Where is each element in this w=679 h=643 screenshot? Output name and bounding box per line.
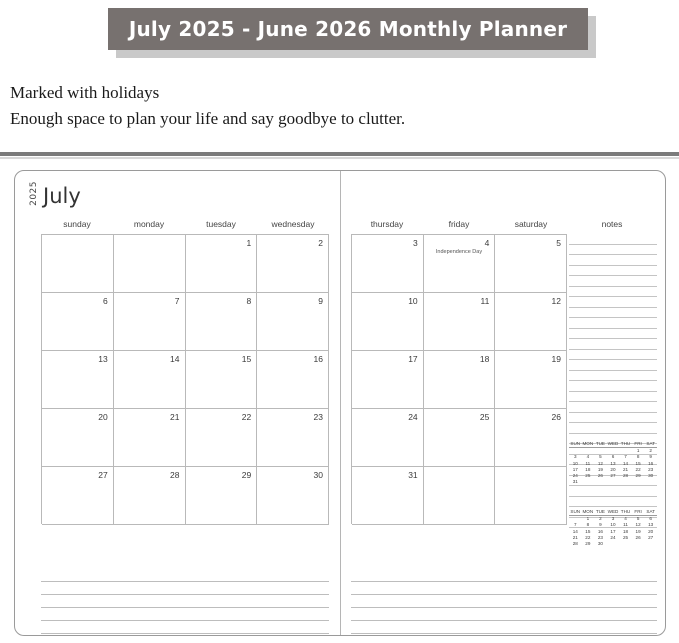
mini-day-header: THU — [620, 509, 631, 514]
calendar-day-cell[interactable] — [495, 409, 567, 467]
calendar-day-cell[interactable] — [495, 235, 567, 293]
calendar-day-cell[interactable] — [186, 467, 258, 525]
day-number: 31 — [408, 470, 418, 480]
calendar-day-cell[interactable] — [257, 293, 329, 351]
mini-day-cell: 30 — [648, 473, 654, 479]
mini-day-cell: 4 — [586, 454, 590, 460]
bottom-ruled-line[interactable] — [351, 608, 657, 621]
mini-day-cell: 7 — [624, 454, 627, 460]
note-ruled-line[interactable] — [569, 297, 657, 308]
mini-calendar-table — [569, 509, 657, 547]
planner-left-page — [15, 171, 340, 635]
mini-day-header: TUE — [595, 441, 605, 446]
calendar-day-cell[interactable] — [114, 351, 186, 409]
mini-day-cell: 24 — [610, 534, 616, 540]
day-number: 22 — [241, 412, 252, 422]
mini-day-cell — [632, 541, 645, 547]
calendar-day-cell[interactable] — [42, 235, 114, 293]
calendar-week-row — [352, 293, 567, 351]
planner-right-page — [341, 171, 666, 635]
calendar-day-cell[interactable] — [114, 467, 186, 525]
mini-day-header: SUN — [570, 441, 581, 446]
note-ruled-line[interactable] — [569, 255, 657, 266]
mini-day-cell: 8 — [636, 454, 640, 460]
calendar-day-cell[interactable] — [352, 351, 424, 409]
mini-day-cell: 11 — [585, 460, 591, 466]
bottom-ruled-line[interactable] — [41, 569, 329, 582]
planner-spread — [14, 170, 666, 636]
note-ruled-line[interactable] — [569, 266, 657, 277]
calendar-week-row — [352, 467, 567, 525]
note-ruled-line[interactable] — [569, 497, 657, 508]
subtitle-block — [0, 58, 679, 132]
mini-day-header: MON — [582, 441, 594, 446]
mini-day-cell: 7 — [574, 522, 577, 528]
holiday-label: Independence Day — [435, 249, 483, 255]
mini-day-cell: 21 — [572, 534, 578, 540]
mini-day-cell: 29 — [585, 541, 591, 547]
month-heading — [29, 181, 81, 207]
calendar-week-row — [42, 409, 329, 467]
calendar-day-cell[interactable] — [352, 235, 424, 293]
calendar-day-cell[interactable] — [257, 351, 329, 409]
mini-day-cell: 21 — [622, 466, 629, 472]
mini-day-cell: 8 — [586, 522, 590, 528]
day-number: 17 — [408, 354, 418, 364]
notes-column-header: notes — [601, 219, 623, 229]
left-day-header-row — [41, 219, 329, 234]
mini-day-cell: 23 — [648, 466, 654, 472]
mini-day-cell: 29 — [635, 473, 641, 479]
calendar-week-row — [352, 351, 567, 409]
day-number: 26 — [551, 412, 562, 422]
mini-day-cell: 19 — [597, 466, 603, 472]
calendar-day-cell[interactable] — [186, 351, 258, 409]
mini-week-row — [569, 516, 657, 523]
day-number: 20 — [98, 412, 108, 422]
mini-day-header: SAT — [644, 441, 657, 448]
year-label: 2025 — [29, 181, 39, 206]
mini-day-cell — [632, 479, 645, 485]
day-header-wednesday: wednesday — [271, 219, 315, 229]
bottom-ruled-line[interactable] — [41, 582, 329, 595]
day-number: 6 — [103, 296, 108, 306]
mini-day-cell: 9 — [599, 522, 602, 528]
calendar-day-cell[interactable] — [424, 235, 496, 293]
day-number: 11 — [480, 296, 490, 306]
calendar-day-cell[interactable] — [257, 467, 329, 525]
left-calendar-grid — [41, 234, 329, 524]
mini-calendar-table — [569, 441, 657, 485]
mini-day-header: FRI — [632, 509, 645, 516]
calendar-day-cell[interactable] — [186, 235, 258, 293]
day-header-friday: friday — [448, 219, 470, 229]
note-ruled-line[interactable] — [569, 486, 657, 497]
mini-day-cell: 1 — [636, 448, 640, 454]
day-number: 24 — [408, 412, 418, 422]
mini-day-cell: 24 — [572, 473, 578, 479]
mini-day-cell — [607, 541, 620, 547]
mini-day-header: SAT — [644, 509, 657, 516]
note-ruled-line[interactable] — [569, 308, 657, 319]
page-title: July 2025 - June 2026 Monthly Planner — [108, 8, 588, 50]
calendar-week-row — [352, 235, 567, 293]
note-ruled-line[interactable] — [569, 381, 657, 392]
mini-day-cell: 1 — [586, 516, 590, 522]
mini-day-cell: 25 — [622, 534, 629, 540]
day-number: 1 — [246, 238, 252, 248]
mini-day-header: SUN — [570, 509, 581, 514]
mini-day-cell: 30 — [597, 541, 603, 547]
mini-day-cell: 13 — [648, 522, 654, 528]
mini-day-cell: 19 — [635, 528, 641, 534]
mini-day-cell — [582, 479, 595, 485]
mini-day-cell — [644, 541, 657, 547]
mini-day-cell: 15 — [585, 528, 591, 534]
day-header-sunday: sunday — [63, 219, 91, 229]
mini-day-cell: 16 — [597, 528, 603, 534]
section-divider — [0, 152, 679, 156]
calendar-week-row — [352, 409, 567, 467]
mini-day-cell — [619, 448, 632, 455]
mini-day-cell: 20 — [610, 466, 616, 472]
calendar-day-cell[interactable] — [352, 467, 424, 525]
mini-day-cell: 26 — [597, 473, 603, 479]
mini-day-cell — [644, 479, 657, 485]
mini-day-cell: 5 — [599, 454, 602, 460]
mini-day-cell — [607, 479, 620, 485]
day-number: 8 — [246, 296, 252, 306]
mini-day-header: WED — [607, 441, 619, 446]
right-calendar-grid — [351, 234, 567, 524]
right-day-header-row — [351, 219, 657, 234]
mini-day-cell: 18 — [622, 528, 629, 534]
day-number: 2 — [318, 238, 323, 248]
mini-day-cell — [569, 448, 582, 455]
note-ruled-line[interactable] — [569, 234, 657, 245]
calendar-day-cell[interactable] — [42, 351, 114, 409]
day-header-monday: monday — [133, 219, 165, 229]
mini-day-cell — [582, 448, 595, 455]
mini-day-cell: 9 — [649, 454, 652, 460]
calendar-day-cell[interactable] — [114, 409, 186, 467]
mini-day-cell: 17 — [610, 528, 616, 534]
day-number: 5 — [556, 238, 562, 248]
mini-day-cell: 10 — [572, 460, 578, 466]
note-ruled-line[interactable] — [569, 423, 657, 434]
calendar-day-cell[interactable] — [352, 409, 424, 467]
day-header-thursday: thursday — [370, 219, 404, 229]
mini-day-cell — [569, 516, 582, 523]
mini-day-cell: 25 — [585, 473, 591, 479]
mini-day-cell — [594, 479, 607, 485]
mini-day-cell: 5 — [636, 516, 640, 522]
day-number: 10 — [408, 296, 418, 306]
mini-week-row — [569, 479, 657, 485]
mini-day-header: MON — [582, 509, 594, 514]
left-note-lines — [41, 569, 329, 631]
day-number: 29 — [241, 470, 252, 480]
bottom-ruled-line[interactable] — [351, 621, 657, 634]
mini-day-cell: 6 — [611, 454, 615, 460]
mini-day-cell: 31 — [572, 479, 578, 485]
mini-day-cell: 26 — [635, 534, 641, 540]
calendar-day-cell[interactable] — [495, 351, 567, 409]
day-number: 28 — [170, 470, 180, 480]
calendar-day-cell[interactable] — [257, 409, 329, 467]
mini-day-header: FRI — [632, 441, 645, 448]
mini-day-cell: 2 — [599, 516, 602, 522]
mini-day-cell: 23 — [597, 534, 603, 540]
calendar-day-cell[interactable] — [424, 351, 496, 409]
note-ruled-line[interactable] — [569, 276, 657, 287]
mini-day-cell: 28 — [622, 473, 629, 479]
bottom-ruled-line[interactable] — [351, 569, 657, 582]
calendar-day-cell[interactable] — [495, 467, 567, 525]
note-ruled-line[interactable] — [569, 350, 657, 361]
note-ruled-line[interactable] — [569, 360, 657, 371]
day-number: 15 — [241, 354, 252, 364]
mini-day-cell: 14 — [622, 460, 629, 466]
mini-day-cell: 4 — [624, 516, 627, 522]
calendar-week-row — [42, 235, 329, 293]
mini-day-cell: 14 — [572, 528, 578, 534]
calendar-day-cell[interactable] — [424, 467, 496, 525]
note-ruled-line[interactable] — [569, 245, 657, 256]
day-number: 25 — [479, 412, 490, 422]
day-number: 3 — [412, 238, 418, 248]
calendar-day-cell[interactable] — [352, 293, 424, 351]
mini-day-cell: 15 — [635, 460, 641, 466]
day-number: 9 — [318, 296, 323, 306]
mini-day-cell: 12 — [597, 460, 603, 466]
mini-day-cell: 16 — [648, 460, 654, 466]
bottom-ruled-line[interactable] — [351, 595, 657, 608]
subtitle-line-2: Enough space to plan your life and say goodbye to clutter. — [10, 109, 406, 128]
calendar-day-cell[interactable] — [424, 293, 496, 351]
calendar-day-cell[interactable] — [495, 293, 567, 351]
mini-day-cell — [619, 541, 632, 547]
mini-day-cell: 6 — [649, 516, 652, 522]
day-number: 14 — [170, 354, 180, 364]
mini-week-row — [569, 448, 657, 455]
subtitle-line-1: Marked with holidays — [10, 83, 160, 102]
note-ruled-line[interactable] — [569, 339, 657, 350]
bottom-ruled-line[interactable] — [41, 595, 329, 608]
day-number: 18 — [479, 354, 490, 364]
calendar-day-cell[interactable] — [114, 235, 186, 293]
mini-day-cell: 3 — [574, 454, 577, 460]
day-number: 7 — [174, 296, 180, 306]
mini-day-cell: 3 — [611, 516, 615, 522]
day-header-tuesday: tuesday — [206, 219, 236, 229]
section-divider-shadow — [0, 157, 679, 159]
note-ruled-line[interactable] — [569, 413, 657, 424]
day-number: 30 — [313, 470, 323, 480]
calendar-day-cell[interactable] — [42, 409, 114, 467]
day-number: 12 — [551, 296, 562, 306]
note-ruled-line[interactable] — [569, 329, 657, 340]
bottom-ruled-line[interactable] — [41, 621, 329, 634]
mini-day-cell — [607, 448, 620, 455]
day-number: 13 — [98, 354, 108, 364]
mini-day-cell: 18 — [585, 466, 591, 472]
mini-day-cell: 22 — [635, 466, 641, 472]
mini-day-header: THU — [620, 441, 631, 446]
calendar-day-cell[interactable] — [186, 409, 258, 467]
mini-day-cell: 17 — [572, 466, 578, 472]
note-ruled-line[interactable] — [569, 392, 657, 403]
day-number: 27 — [98, 470, 108, 480]
bottom-ruled-line[interactable] — [351, 582, 657, 595]
day-number: 16 — [313, 354, 323, 364]
note-ruled-line[interactable] — [569, 318, 657, 329]
mini-day-header: WED — [607, 509, 619, 514]
mini-day-cell: 27 — [648, 534, 654, 540]
mini-day-cell: 28 — [572, 541, 578, 547]
header-banner-area — [0, 0, 679, 58]
calendar-week-row — [42, 293, 329, 351]
note-ruled-line[interactable] — [569, 402, 657, 413]
mini-week-row — [569, 541, 657, 547]
day-number: 19 — [551, 354, 562, 364]
mini-day-cell: 12 — [635, 522, 641, 528]
mini-month-august — [569, 441, 657, 485]
mini-day-cell: 20 — [648, 528, 654, 534]
calendar-week-row — [42, 351, 329, 409]
calendar-day-cell[interactable] — [42, 467, 114, 525]
calendar-day-cell[interactable] — [114, 293, 186, 351]
note-ruled-line[interactable] — [569, 287, 657, 298]
mini-day-cell — [594, 448, 607, 455]
day-number: 23 — [313, 412, 323, 422]
mini-day-cell: 27 — [610, 473, 616, 479]
mini-month-september — [569, 509, 657, 547]
note-ruled-line[interactable] — [569, 371, 657, 382]
bottom-ruled-line[interactable] — [41, 608, 329, 621]
mini-day-cell — [619, 479, 632, 485]
calendar-day-cell[interactable] — [42, 293, 114, 351]
mini-day-cell: 11 — [623, 522, 628, 528]
calendar-day-cell[interactable] — [424, 409, 496, 467]
mini-day-cell: 13 — [610, 460, 616, 466]
day-number: 4 — [484, 238, 490, 248]
calendar-day-cell[interactable] — [257, 235, 329, 293]
mini-day-cell: 10 — [610, 522, 616, 528]
calendar-week-row — [42, 467, 329, 525]
mini-day-header: TUE — [595, 509, 605, 514]
mini-day-cell: 2 — [649, 448, 652, 454]
day-number: 21 — [170, 412, 180, 422]
day-header-saturday: saturday — [514, 219, 548, 229]
right-note-lines — [351, 569, 657, 631]
month-label: July — [43, 183, 81, 208]
calendar-day-cell[interactable] — [186, 293, 258, 351]
mini-day-cell: 22 — [585, 534, 591, 540]
